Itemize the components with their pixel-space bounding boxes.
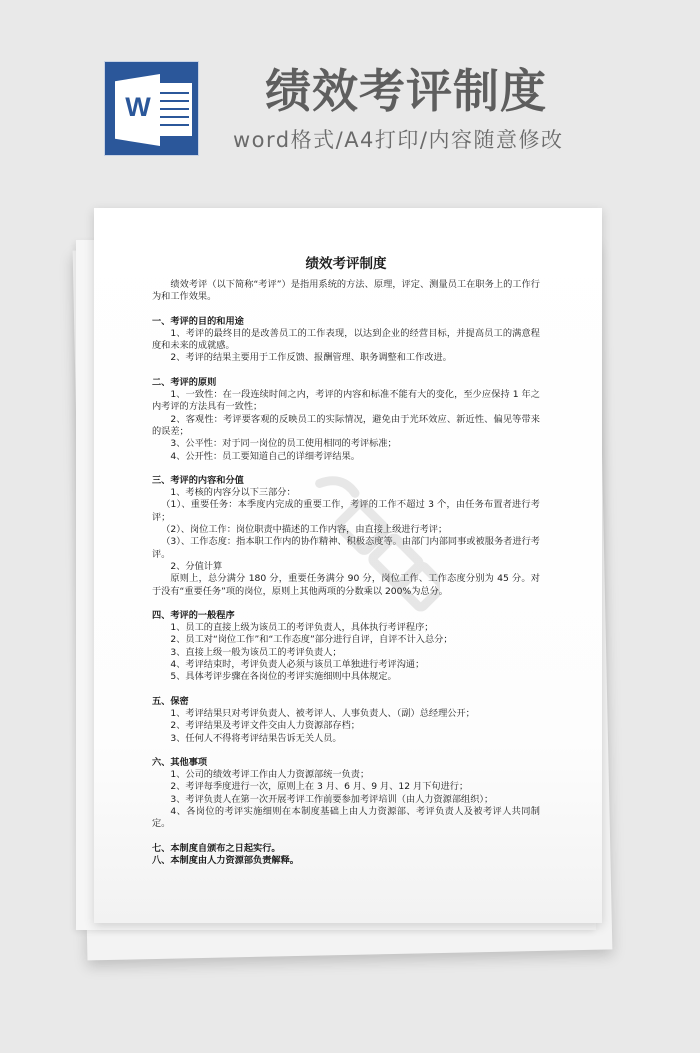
paragraph: （1）、重要任务：本季度内完成的重要工作，考评的工作不超过 3 个，由任务布置者进行考评； (152, 499, 540, 523)
closing-clause: 八、本制度由人力资源部负责解释。 (152, 854, 299, 866)
section-heading: 三、考评的内容和分值 (152, 474, 244, 486)
document-title: 绩效考评制度 (305, 256, 387, 272)
document-body (152, 256, 540, 867)
banner (0, 0, 700, 190)
paragraph: 2、考评每季度进行一次，原则上在 3 月、6 月、9 月、12 月下旬进行； (170, 781, 469, 793)
paragraph: 1、考评的最终目的是改善员工的工作表现，以达到企业的经营目标，并提高员工的满意程度和未来的成就感。 (152, 327, 540, 352)
paragraph: 1、一致性：在一段连续时间之内，考评的内容和标准不能有大的变化，至少应保持 1 年之内考评的方法具有一致性； (152, 389, 540, 413)
paragraph: 2、分值计算 (170, 560, 223, 572)
word-w-letter: W (125, 92, 151, 122)
paragraph: （2）、岗位工作：岗位职责中描述的工作内容，由直接上级进行考评； (161, 524, 448, 536)
banner-title: 绩效考评制度 (265, 64, 547, 118)
paragraph: 2、员工对“岗位工作”和“工作态度”部分进行自评，自评不计入总分； (170, 634, 453, 646)
section-heading: 二、考评的原则 (152, 376, 217, 388)
paragraph: 4、公开性：员工要知道自己的详细考评结果。 (170, 450, 360, 462)
paragraph: 3、公平性：对于同一岗位的员工使用相同的考评标准； (170, 438, 397, 450)
paragraph: 原则上，总分满分 180 分，重要任务满分 90 分，岗位工作、工作态度分别为 45 分。对于没有“重要任务”项的岗位，原则上其他两项的分数乘以 200%为总分。 (152, 573, 540, 597)
section-heading: 六、其他事项 (152, 756, 208, 768)
paragraph: 1、考评结果只对考评负责人、被考评人、人事负责人、（副）总经理公开； (170, 707, 475, 719)
paragraph: 5、具体考评步骤在各岗位的考评实施细则中具体规定。 (170, 671, 397, 683)
paragraph: 2、客观性：考评要客观的反映员工的实际情况，避免由于光环效应、新近性、偏见等带来的误差； (152, 413, 540, 437)
section-heading: 一、考评的目的和用途 (152, 315, 244, 327)
banner-subtitle: word格式/A4打印/内容随意修改 (233, 128, 564, 152)
paragraph: 4、各岗位的考评实施细则在本制度基础上由人力资源部、考评负责人及被考评人共同制定。 (152, 805, 540, 830)
paragraph: 1、员工的直接上级为该员工的考评负责人，具体执行考评程序； (170, 622, 434, 634)
paragraph: 1、考核的内容分以下三部分： (170, 487, 296, 499)
paragraph: 1、公司的绩效考评工作由人力资源部统一负责； (170, 769, 370, 781)
paragraph: 3、任何人不得将考评结果告诉无关人员。 (170, 732, 342, 744)
word-app-icon (104, 61, 199, 156)
paragraph: 4、考评结束时，考评负责人必须与该员工单独进行考评沟通； (170, 659, 425, 671)
paragraph: 3、考评负责人在第一次开展考评工作前要参加考评培训（由人力资源部组织）； (170, 793, 494, 805)
document-page (94, 208, 602, 923)
section-heading: 五、保密 (152, 695, 189, 707)
closing-clause: 七、本制度自颁布之日起实行。 (152, 842, 281, 854)
section-heading: 四、考评的一般程序 (152, 609, 235, 621)
paragraph: （3）、工作态度：指本职工作内的协作精神、积极态度等。由部门内部同事或被服务者进行考评。 (152, 536, 540, 560)
intro-paragraph: 绩效考评（以下简称“考评”）是指用系统的方法、原理，评定、测量员工在职务上的工作行为和工作效果。 (152, 279, 540, 303)
paragraph: 3、直接上级一般为该员工的考评负责人； (170, 646, 342, 658)
paragraph: 2、考评结果及考评文件交由人力资源部存档； (170, 720, 360, 732)
paragraph: 2、考评的结果主要用于工作反馈、报酬管理、职务调整和工作改进。 (170, 352, 452, 364)
